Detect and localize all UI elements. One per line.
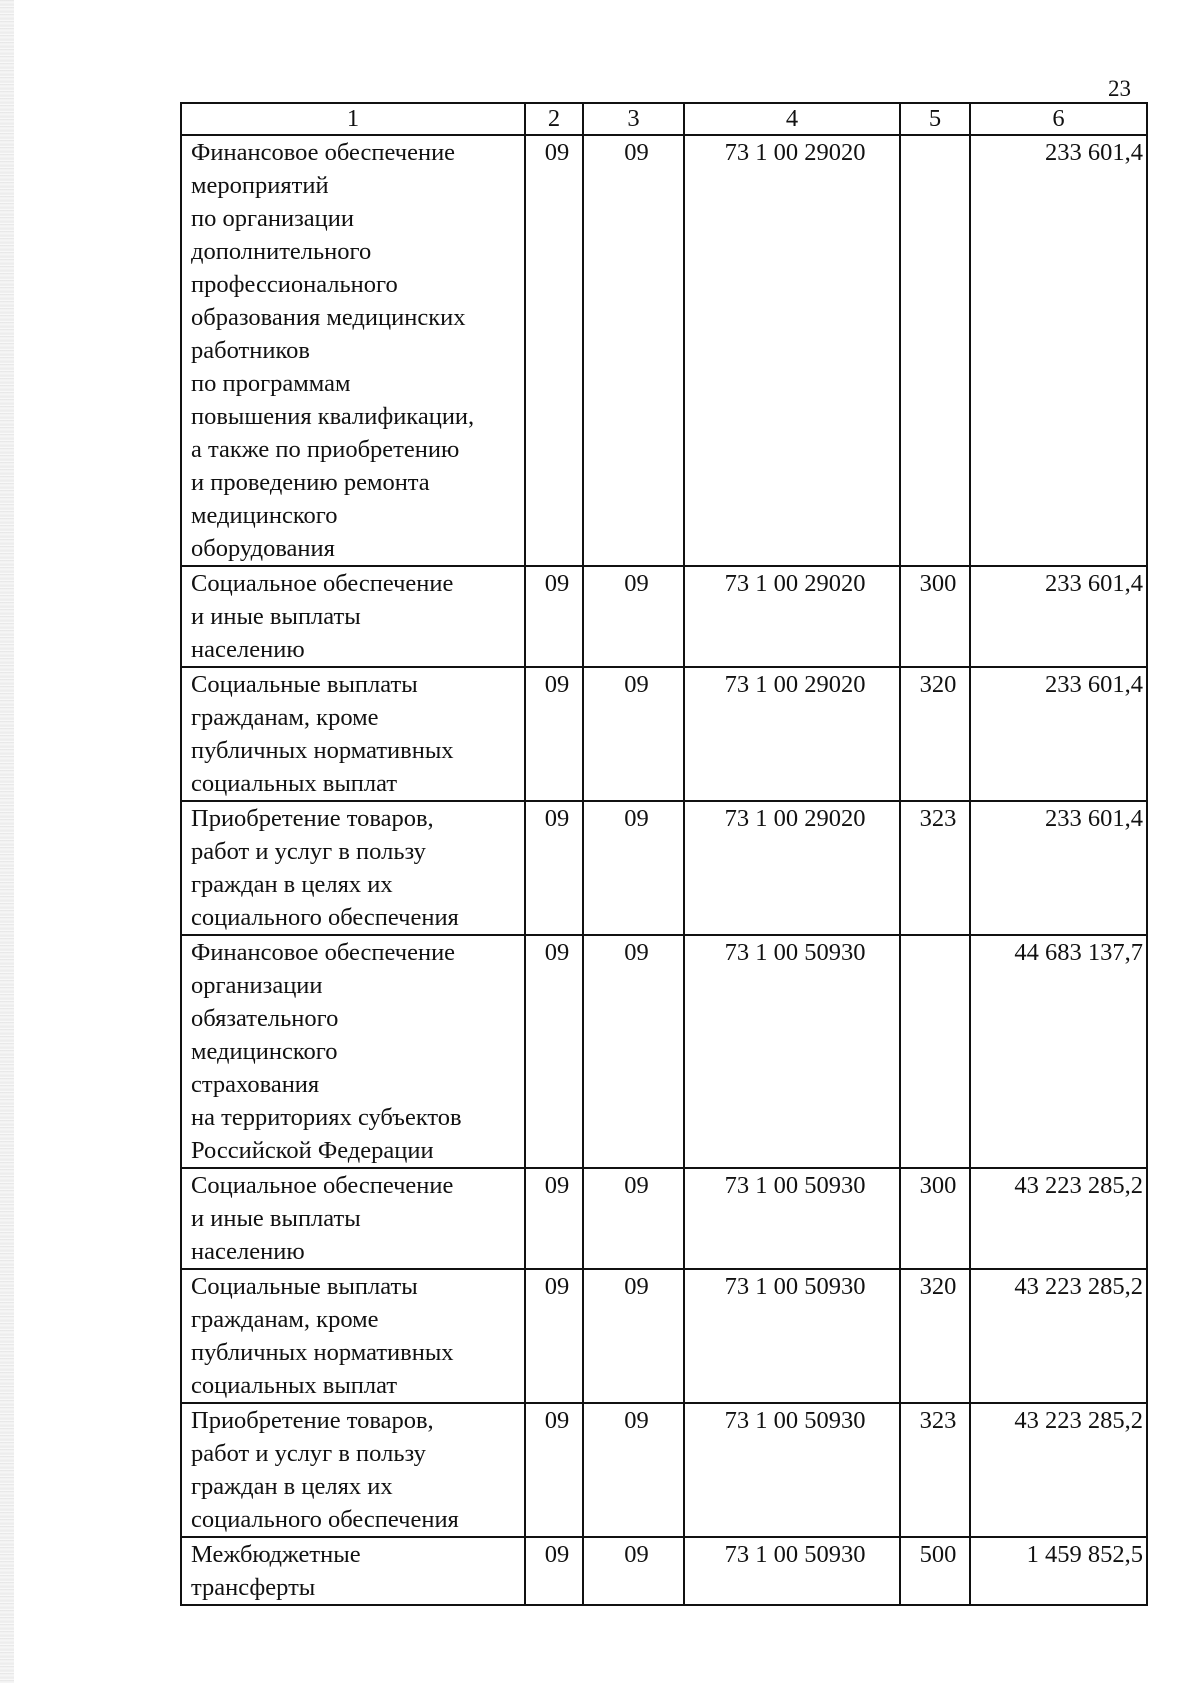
column-header: 1: [181, 103, 525, 135]
subsection-cell: 09: [583, 1537, 684, 1605]
budget-table: [180, 102, 1148, 1606]
column-header: 2: [525, 103, 583, 135]
expense-type-cell: 320: [900, 667, 970, 801]
row-name-cell: Социальное обеспечение и иные выплаты населению: [181, 1168, 525, 1269]
expense-type-cell: [900, 135, 970, 566]
subsection-cell: 09: [583, 1168, 684, 1269]
target-code-cell: 73 1 00 50930: [684, 1269, 900, 1403]
table-row: [181, 566, 1147, 667]
amount-cell: 233 601,4: [970, 566, 1147, 667]
table-row: [181, 667, 1147, 801]
subsection-cell: 09: [583, 801, 684, 935]
row-name-cell: Социальные выплаты гражданам, кроме публичных нормативных социальных выплат: [181, 1269, 525, 1403]
row-name-cell: Финансовое обеспечение мероприятий по организации дополнительного профессионального образования медицинских работников по программам повышения квалификации, а также по приобретению и проведению ремонта медицинского оборудования: [181, 135, 525, 566]
subsection-cell: 09: [583, 935, 684, 1168]
section-cell: 09: [525, 667, 583, 801]
target-code-cell: 73 1 00 50930: [684, 1403, 900, 1537]
section-cell: 09: [525, 566, 583, 667]
amount-cell: 43 223 285,2: [970, 1269, 1147, 1403]
section-cell: 09: [525, 1168, 583, 1269]
amount-cell: 233 601,4: [970, 801, 1147, 935]
column-header: 4: [684, 103, 900, 135]
page-number: 23: [1108, 76, 1131, 101]
amount-cell: 233 601,4: [970, 135, 1147, 566]
subsection-cell: 09: [583, 667, 684, 801]
table-row: [181, 935, 1147, 1168]
table-row: [181, 135, 1147, 566]
header-row: [181, 103, 1147, 135]
table-row: [181, 1537, 1147, 1605]
row-name-cell: Приобретение товаров, работ и услуг в пользу граждан в целях их социального обеспечения: [181, 801, 525, 935]
target-code-cell: 73 1 00 29020: [684, 667, 900, 801]
row-name-cell: Социальное обеспечение и иные выплаты населению: [181, 566, 525, 667]
section-cell: 09: [525, 1537, 583, 1605]
expense-type-cell: 300: [900, 566, 970, 667]
amount-cell: 43 223 285,2: [970, 1403, 1147, 1537]
row-name-cell: Финансовое обеспечение организации обязательного медицинского страхования на территориях субъектов Российской Федерации: [181, 935, 525, 1168]
section-cell: 09: [525, 801, 583, 935]
table-row: [181, 1168, 1147, 1269]
table-row: [181, 801, 1147, 935]
expense-type-cell: 320: [900, 1269, 970, 1403]
row-name-cell: Социальные выплаты гражданам, кроме публичных нормативных социальных выплат: [181, 667, 525, 801]
expense-type-cell: 300: [900, 1168, 970, 1269]
amount-cell: 43 223 285,2: [970, 1168, 1147, 1269]
column-header: 5: [900, 103, 970, 135]
target-code-cell: 73 1 00 50930: [684, 1537, 900, 1605]
section-cell: 09: [525, 1403, 583, 1537]
column-header: 6: [970, 103, 1147, 135]
subsection-cell: 09: [583, 566, 684, 667]
expense-type-cell: [900, 935, 970, 1168]
target-code-cell: 73 1 00 29020: [684, 135, 900, 566]
column-header: 3: [583, 103, 684, 135]
row-name-cell: Приобретение товаров, работ и услуг в пользу граждан в целях их социального обеспечения: [181, 1403, 525, 1537]
target-code-cell: 73 1 00 50930: [684, 1168, 900, 1269]
expense-type-cell: 323: [900, 801, 970, 935]
amount-cell: 44 683 137,7: [970, 935, 1147, 1168]
subsection-cell: 09: [583, 1269, 684, 1403]
table-row: [181, 1403, 1147, 1537]
amount-cell: 1 459 852,5: [970, 1537, 1147, 1605]
subsection-cell: 09: [583, 1403, 684, 1537]
amount-cell: 233 601,4: [970, 667, 1147, 801]
expense-type-cell: 323: [900, 1403, 970, 1537]
subsection-cell: 09: [583, 135, 684, 566]
expense-type-cell: 500: [900, 1537, 970, 1605]
section-cell: 09: [525, 935, 583, 1168]
section-cell: 09: [525, 1269, 583, 1403]
table-row: [181, 1269, 1147, 1403]
target-code-cell: 73 1 00 29020: [684, 566, 900, 667]
row-name-cell: Межбюджетные трансферты: [181, 1537, 525, 1605]
table-body: [181, 135, 1147, 1605]
scan-edge-artifact: [0, 0, 14, 1683]
target-code-cell: 73 1 00 50930: [684, 935, 900, 1168]
section-cell: 09: [525, 135, 583, 566]
target-code-cell: 73 1 00 29020: [684, 801, 900, 935]
